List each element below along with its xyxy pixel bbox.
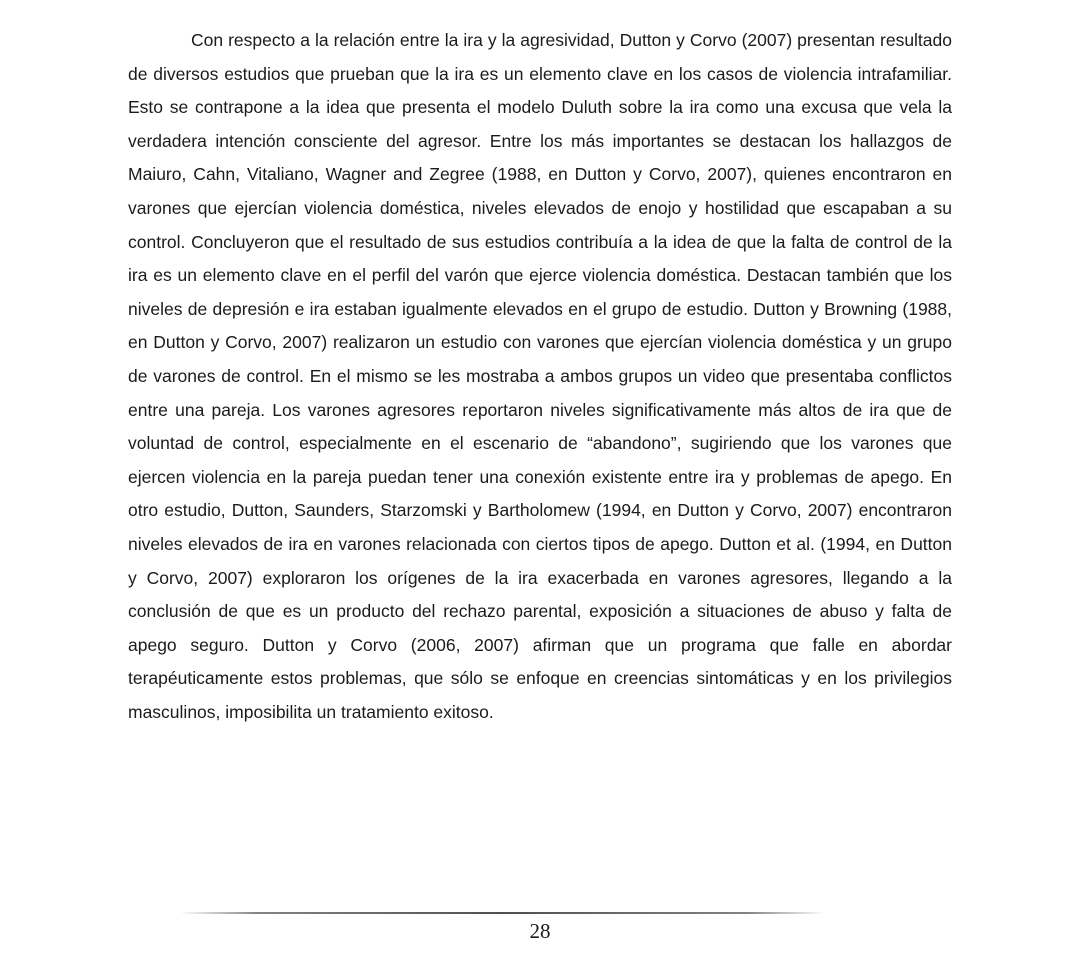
body-paragraph: Con respecto a la relación entre la ira y la agresividad, Dutton y Corvo (2007) presentan resultado de diversos estudios que prueban que la ira es un elemento clave en los casos de violencia intrafamiliar. Esto se contrapone a la idea que presenta el modelo Duluth sobre la ira como una excusa que vela la verdadera intención consciente del agresor. Entre los más importantes se destacan los hallazgos de Maiuro, Cahn, Vitaliano, Wagner and Zegree (1988, en Dutton y Corvo, 2007), quienes encontraron en varones que ejercían violencia doméstica, niveles elevados de enojo y hostilidad que escapaban a su control. Concluyeron que el resultado de sus estudios contribuía a la idea de que la falta de control de la ira es un elemento clave en el perfil del varón que ejerce violencia doméstica. Destacan también que los niveles de depresión e ira estaban igualmente elevados en el grupo de estudio. Dutton y Browning (1988, en Dutton y Corvo, 2007) realizaron un estudio con varones que ejercían violencia doméstica y un grupo de varones de control. En el mismo se les mostraba a ambos grupos un video que presentaba conflictos entre una pareja. Los varones agresores reportaron niveles significativamente más altos de ira que de voluntad de control, especialmente en el escenario de “abandono”, sugiriendo que los varones que ejercen violencia en la pareja puedan tener una conexión existente entre ira y problemas de apego. En otro estudio, Dutton, Saunders, Starzomski y Bartholomew (1994, en Dutton y Corvo, 2007) encontraron niveles elevados de ira en varones relacionada con ciertos tipos de apego. Dutton et al. (1994, en Dutton y Corvo, 2007) exploraron los orígenes de la ira exacerbada en varones agresores, llegando a la conclusión de que es un producto del rechazo parental, exposición a situaciones de abuso y falta de apego seguro. Dutton y Corvo (2006, 2007) afirman que un programa que falle en abordar terapéuticamente estos problemas, que sólo se enfoque en creencias sintomáticas y en los privilegios masculinos, imposibilita un tratamiento exitoso.	[128, 30, 952, 722]
page-number: 28	[529, 919, 551, 943]
footer-divider	[180, 912, 825, 914]
